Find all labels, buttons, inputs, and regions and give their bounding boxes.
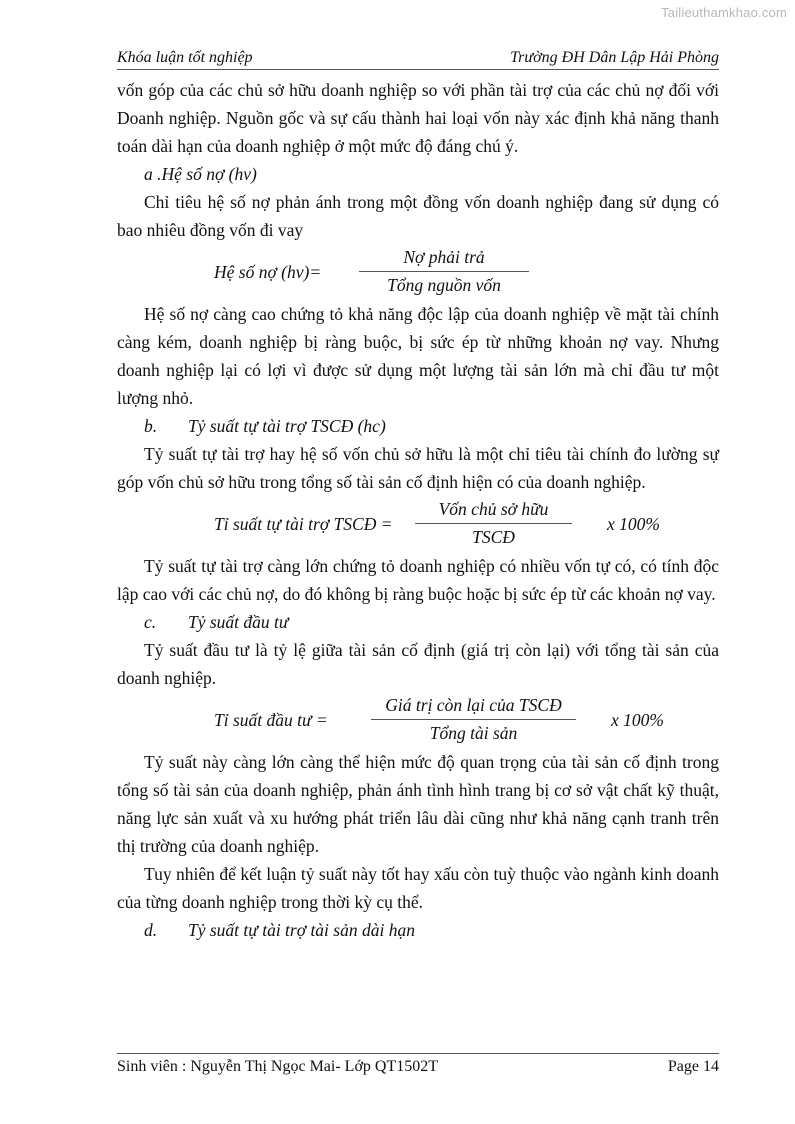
formula-self-financing-ratio [117,496,719,552]
formula-debt-ratio [117,244,719,300]
page-header [117,45,719,70]
heading-number: d. [144,920,158,940]
denominator: TSCĐ [472,527,515,547]
paragraph: vốn góp của các chủ sở hữu doanh nghiệp so với phần tài trợ của các chủ nợ đối với Doanh nghiệp. Nguồn gốc và sự cấu thành hai loại vốn này xác định khả năng thanh toán dài hạn của doanh nghiệp ở một mức độ đáng chú ý. [117,80,719,156]
section-heading-c [117,608,719,636]
formula-lhs: Tỉ suất đầu tư = [214,710,328,730]
heading-number: b. [144,416,158,436]
header-thesis-title: Khóa luận tốt nghiệp [117,49,253,66]
heading-text: Tỷ suất tự tài trợ tài sản dài hạn [188,920,415,940]
formula-lhs: Hệ số nợ (hv)= [214,262,322,282]
paragraph: Tỷ suất tự tài trợ hay hệ số vốn chủ sở hữu là một chỉ tiêu tài chính đo lường sự góp vốn chủ sở hữu trong tổng số tài sản cố định hiện có của doanh nghiệp. [117,444,719,492]
watermark: Tailieuthamkhao.com [661,5,787,20]
page-footer [117,1053,719,1075]
numerator: Giá trị còn lại của TSCĐ [385,695,562,715]
paragraph: Tỷ suất đầu tư là tỷ lệ giữa tài sản cố định (giá trị còn lại) với tổng tài sản của doanh nghiệp. [117,640,719,688]
paragraph: Hệ số nợ càng cao chứng tỏ khả năng độc lập của doanh nghiệp về mặt tài chính càng kém, doanh nghiệp bị ràng buộc, bị sức ép từ những khoản nợ vay. Nhưng doanh nghiệp lại có lợi vì được sử dụng một lượng tài sản lớn mà chỉ đầu tư một lượng nhỏ. [117,304,719,408]
header-university: Trường ĐH Dân Lập Hải Phòng [510,49,719,66]
fraction [359,244,529,299]
formula-multiplier: x 100% [607,514,660,534]
fraction [371,692,576,747]
fraction [415,496,572,551]
formula-investment-ratio [117,692,719,748]
heading-number: c. [144,612,157,632]
section-heading-b [117,412,719,440]
heading-text: Tỷ suất tự tài trợ TSCĐ (hc) [188,416,386,436]
formula-lhs: Tỉ suất tự tài trợ TSCĐ = [214,514,393,534]
paragraph: Tuy nhiên để kết luận tỷ suất này tốt hay xấu còn tuỳ thuộc vào ngành kinh doanh của từng doanh nghiệp trong thời kỳ cụ thể. [117,864,719,912]
paragraph: Tỷ suất này càng lớn càng thể hiện mức độ quan trọng của tài sản cố định trong tổng số tài sản của doanh nghiệp, phản ánh tình hình trang bị cơ sở vật chất kỹ thuật, năng lực sản xuất và xu hướng phát triển lâu dài cũng như khả năng cạnh tranh trên thị trường của doanh nghiệp. [117,752,719,856]
formula-multiplier: x 100% [611,710,664,730]
section-heading-a: a .Hệ số nợ (hv) [144,164,257,184]
paragraph: Chỉ tiêu hệ số nợ phản ánh trong một đồng vốn doanh nghiệp đang sử dụng có bao nhiêu đồng vốn đi vay [117,192,719,240]
heading-text: Tỷ suất đầu tư [188,612,289,632]
denominator: Tổng tài sản [429,723,518,743]
denominator: Tổng nguồn vốn [387,275,501,295]
numerator: Nợ phải trả [403,247,485,267]
paragraph: Tỷ suất tự tài trợ càng lớn chứng tỏ doanh nghiệp có nhiều vốn tự có, có tính độc lập cao với các chủ nợ, do đó không bị ràng buộc hoặc bị sức ép từ các khoản nợ vay. [117,556,719,604]
numerator: Vốn chủ sở hữu [438,499,549,519]
section-heading-d [117,916,719,944]
footer-student-info: Sinh viên : Nguyễn Thị Ngọc Mai- Lớp QT1502T [117,1058,439,1075]
page-number: Page 14 [667,1058,719,1075]
document-body [117,76,719,944]
